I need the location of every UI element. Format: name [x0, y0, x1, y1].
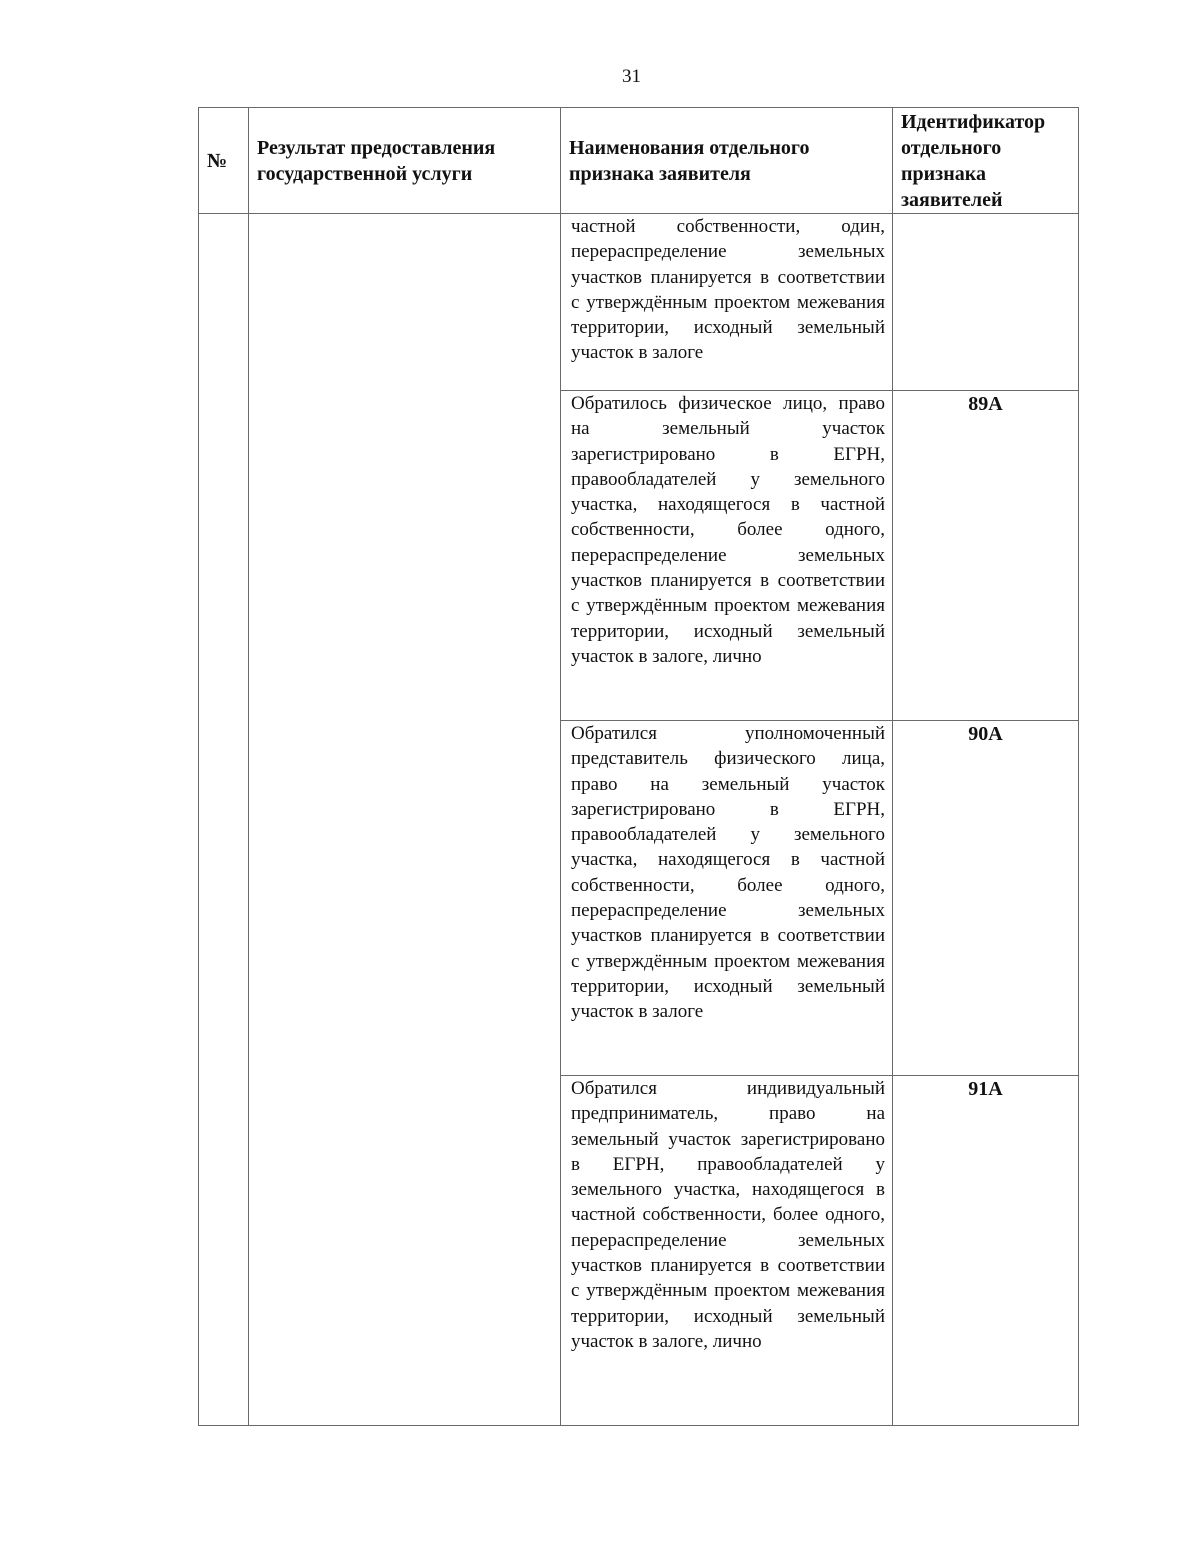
header-result: Результат предоставления государственной услуги — [249, 108, 561, 214]
identifier-cell: 91А — [893, 1076, 1079, 1426]
feature-cell: Обратился индивидуальный предприниматель, право на земельный участок зарегистрировано в ЕГРН, правообладателей у земельного участка, находящегося в частной собственности, более одного, перераспределение земельных участков планируется в соответствии с утверждённым проектом межевания территории, исходный земельный участок в залоге, лично — [561, 1076, 893, 1426]
page-number: 31 — [622, 66, 641, 87]
feature-cell: Обратился уполномоченный представитель физического лица, право на земельный участок зарегистрировано в ЕГРН, правообладателей у земельного участка, находящегося в частной собственности, более одного, перераспределение земельных участков планируется в соответствии с утверждённым проектом межевания территории, исходный земельный участок в залоге — [561, 721, 893, 1076]
feature-cell: Обратилось физическое лицо, право на земельный участок зарегистрировано в ЕГРН, правообладателей у земельного участка, находящегося в частной собственности, более одного, перераспределение земельных участков планируется в соответствии с утверждённым проектом межевания территории, исходный земельный участок в залоге, лично — [561, 391, 893, 721]
number-cell — [199, 214, 249, 1426]
feature-cell: частной собственности, один, перераспределение земельных участков планируется в соответствии с утверждённым проектом межевания территории, исходный земельный участок в залоге — [561, 214, 893, 391]
table-row — [199, 214, 1079, 391]
header-number: № — [199, 108, 249, 214]
header-feature: Наименования отдельного признака заявителя — [561, 108, 893, 214]
identifier-cell: 89А — [893, 391, 1079, 721]
identifier-cell: 90А — [893, 721, 1079, 1076]
applicant-features-table — [198, 107, 1079, 1426]
header-identifier: Идентификатор отдельного признака заявителей — [893, 108, 1079, 214]
result-cell — [249, 214, 561, 1426]
table-header-row — [199, 108, 1079, 214]
identifier-cell — [893, 214, 1079, 391]
